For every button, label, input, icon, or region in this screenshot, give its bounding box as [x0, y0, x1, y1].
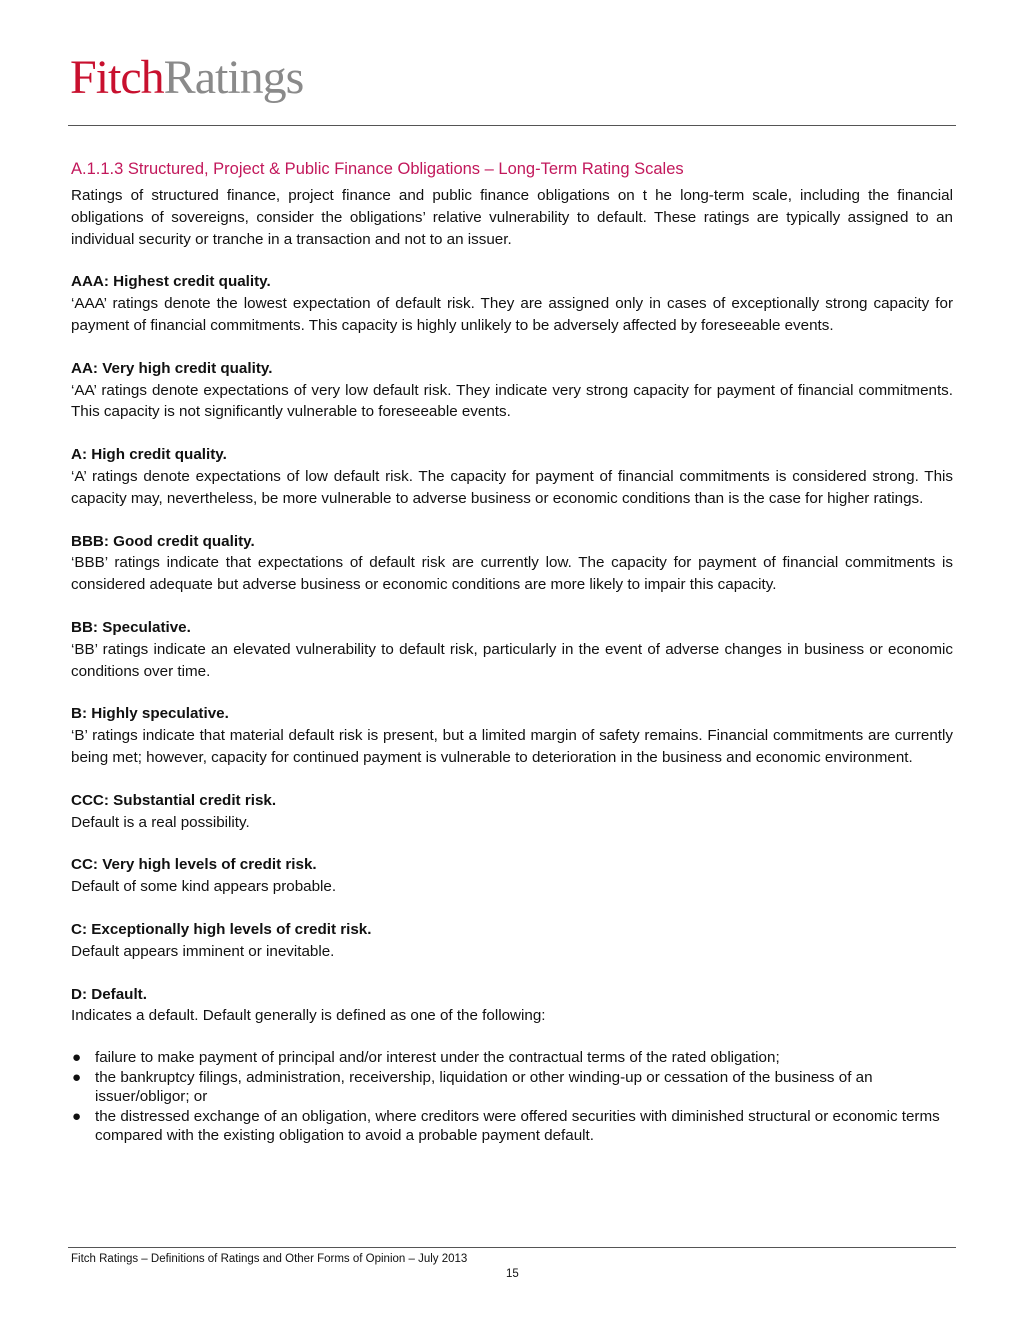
rating-heading: B: Highly speculative. [71, 705, 229, 723]
rating-heading: AAA: Highest credit quality. [71, 273, 271, 291]
rating-heading: C: Exceptionally high levels of credit risk. [71, 920, 372, 938]
default-criteria-list [71, 1048, 953, 1146]
rating-heading: CCC: Substantial credit risk. [71, 791, 277, 809]
rating-heading: A: High credit quality. [71, 446, 227, 464]
rating-description: Default of some kind appears probable. [71, 878, 337, 896]
rating-a [71, 444, 953, 509]
rating-c [71, 919, 953, 963]
footer-text: Fitch Ratings – Definitions of Ratings and Other Forms of Opinion – July 2013 [71, 1253, 468, 1265]
rating-heading: BB: Speculative. [71, 618, 191, 636]
bullet-icon: ● [72, 1107, 82, 1125]
list-item-text: the bankruptcy filings, administration, receivership, liquidation or other winding-up or cessation of the business of an issuer/obligor; or [95, 1068, 873, 1106]
rating-heading: D: Default. [71, 985, 147, 1003]
section-title: A.1.1.3 Structured, Project & Public Finance Obligations – Long-Term Rating Scales [71, 160, 684, 178]
rating-ccc [71, 790, 953, 834]
rating-aaa [71, 271, 953, 336]
rating-d [71, 984, 953, 1028]
rating-description: Default appears imminent or inevitable. [71, 942, 335, 960]
rating-aa [71, 358, 953, 423]
rating-description: ‘AAA’ ratings denote the lowest expectation of default risk. They are assigned only in cases of exceptionally strong capacity for payment of financial commitments. This capacity is highly unlikely to be adversely affected by foreseeable events. [71, 295, 953, 334]
rating-heading: CC: Very high levels of credit risk. [71, 856, 317, 874]
rating-b [71, 703, 953, 768]
bullet-icon: ● [72, 1049, 82, 1067]
rating-heading: BBB: Good credit quality. [71, 532, 255, 550]
list-item-text: the distressed exchange of an obligation, where creditors were offered securities with diminished structural or economic terms compared with the existing obligation to avoid a probable payment default. [95, 1107, 940, 1145]
rating-description: ‘AA’ ratings denote expectations of very low default risk. They indicate very strong capacity for payment of financial commitments. This capacity is not significantly vulnerable to foreseeable events. [71, 381, 953, 421]
list-item [71, 1107, 953, 1146]
rating-description: Default is a real possibility. [71, 813, 250, 831]
page-number: 15 [506, 1268, 519, 1280]
rating-description: ‘B’ ratings indicate that material default risk is present, but a limited margin of safety remains. Financial commitments are currently being met; however, capacity for continued payment is vulnerable to deterioration in the business and economic environment. [71, 727, 953, 766]
rating-description: ‘BB’ ratings indicate an elevated vulnerability to default risk, particularly in the event of adverse changes in business or economic conditions over time. [71, 640, 953, 680]
list-item [71, 1068, 953, 1107]
footer-divider [68, 1247, 956, 1248]
bullet-icon: ● [72, 1068, 82, 1086]
rating-cc [71, 854, 953, 898]
rating-description: Indicates a default. Default generally is defined as one of the following: [71, 1007, 546, 1025]
rating-description: ‘BBB’ ratings indicate that expectations of default risk are currently low. The capacity for payment of financial commitments is considered adequate but adverse business or economic conditions are more likely to impair this capacity. [71, 554, 953, 594]
rating-bbb [71, 531, 953, 596]
header-divider [68, 125, 956, 126]
rating-heading: AA: Very high credit quality. [71, 359, 273, 377]
rating-bb [71, 617, 953, 682]
fitch-ratings-logo [70, 48, 303, 116]
logo-ratings-text: Ratings [163, 51, 304, 104]
list-item [71, 1048, 953, 1068]
rating-description: ‘A’ ratings denote expectations of low default risk. The capacity for payment of financial commitments is considered strong. This capacity may, nevertheless, be more vulnerable to adverse business or economic conditions than is the case for higher ratings. [71, 467, 953, 507]
list-item-text: failure to make payment of principal and/or interest under the contractual terms of the rated obligation; [95, 1049, 780, 1067]
logo-fitch-text: Fitch [70, 51, 164, 104]
section-intro: Ratings of structured finance, project finance and public finance obligations on t he long-term scale, including the financial obligations of sovereigns, consider the obligations’ relative vulnerability to default. These ratings are typically assigned to an individual security or tranche in a transaction and not to an issuer. [71, 187, 953, 248]
document-body [71, 157, 953, 1146]
